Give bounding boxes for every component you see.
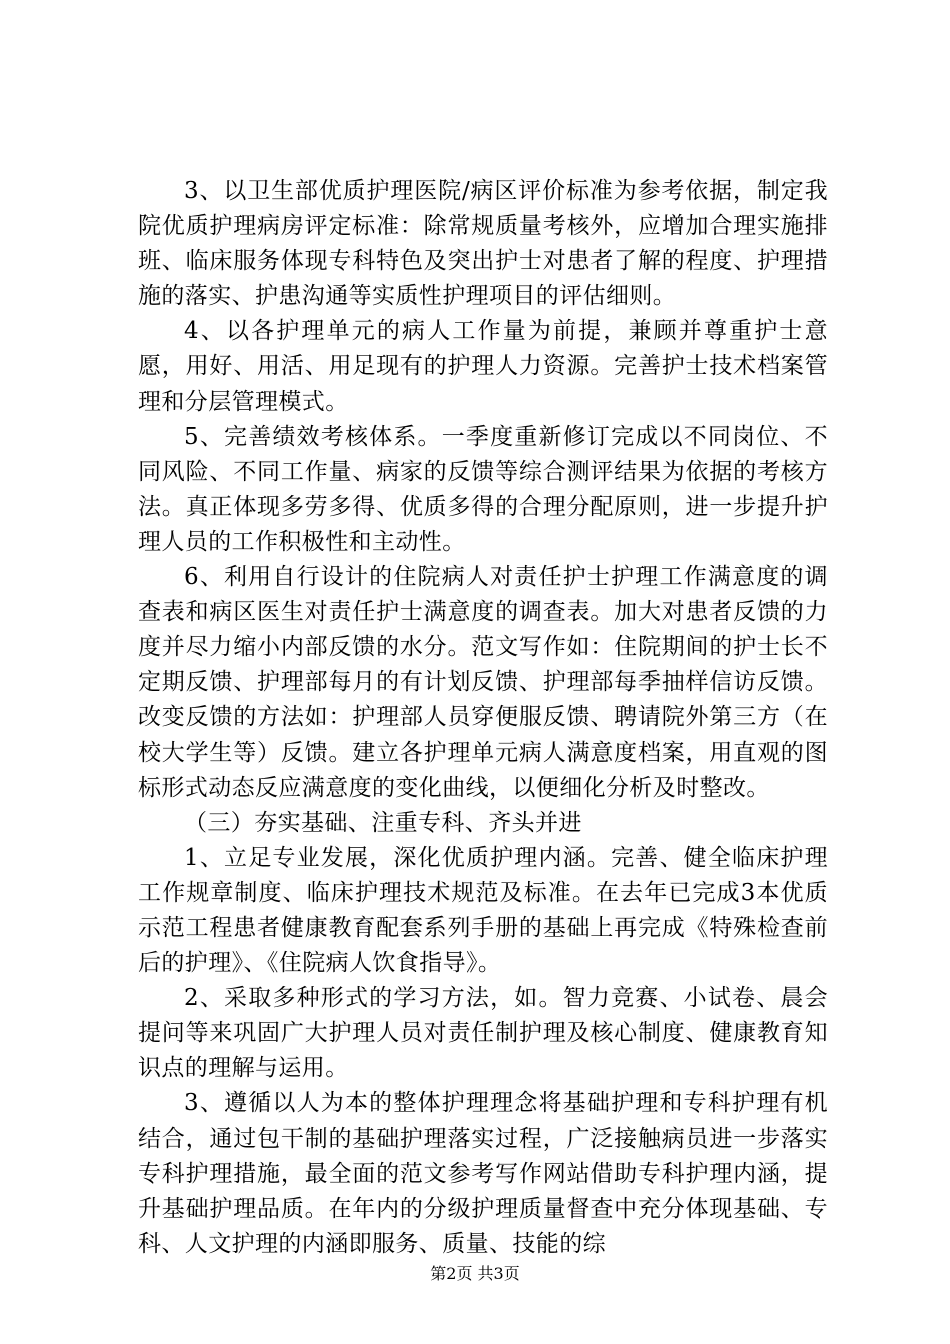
paragraph-item-5: 5、完善绩效考核体系。一季度重新修订完成以不同岗位、不同风险、不同工作量、病家的反馈等综合测评结果为依据的考核方法。真正体现多劳多得、优质多得的合理分配原则，进一步提升护理人员的工作积极性和主动性。 [138,423,828,555]
section-heading: （三）夯实基础、注重专科、齐头并进 [184,809,582,836]
paragraph-item-1: 1、立足专业发展，深化优质护理内涵。完善、健全临床护理工作规章制度、临床护理技术规范及标准。在去年已完成3本优质示范工程患者健康教育配套系列手册的基础上再完成《特殊检查前后的护理》、《住院病人饮食指导》。 [138,844,828,977]
document-body [138,174,828,1262]
paragraph-item-6: 6、利用自行设计的住院病人对责任护士护理工作满意度的调查表和病区医生对责任护士满意度的调查表。加大对患者反馈的力度并尽力缩小内部反馈的水分。范文写作如：住院期间的护士长不定期反馈、护理部每月的有计划反馈、护理部每季抽样信访反馈。改变反馈的方法如：护理部人员穿便服反馈、聘请院外第三方（在校大学生等）反馈。建立各护理单元病人满意度档案，用直观的图标形式动态反应满意度的变化曲线，以便细化分析及时整改。 [138,564,828,801]
paragraph-item-3b: 3、遵循以人为本的整体护理理念将基础护理和专科护理有机结合，通过包干制的基础护理落实过程，广泛接触病员进一步落实专科护理措施，最全面的范文参考写作网站借助专科护理内涵，提升基础护理品质。在年内的分级护理质量督查中充分体现基础、专科、人文护理的内涵即服务、质量、技能的综 [138,1090,828,1257]
paragraph-item-3: 3、以卫生部优质护理医院/病区评价标准为参考依据，制定我院优质护理病房评定标准：除常规质量考核外，应增加合理实施排班、临床服务体现专科特色及突出护士对患者了解的程度、护理措施的落实、护患沟通等实质性护理项目的评估细则。 [138,178,828,310]
page-number: 第2页 共3页 [430,1264,520,1283]
paragraph-item-4: 4、以各护理单元的病人工作量为前提，兼顾并尊重护士意愿，用好、用活、用足现有的护理人力资源。完善护士技术档案管理和分层管理模式。 [138,318,828,415]
paragraph-item-2: 2、采取多种形式的学习方法，如。智力竞赛、小试卷、晨会提问等来巩固广大护理人员对责任制护理及核心制度、健康教育知识点的理解与运用。 [138,985,828,1082]
page-footer [0,1264,950,1284]
